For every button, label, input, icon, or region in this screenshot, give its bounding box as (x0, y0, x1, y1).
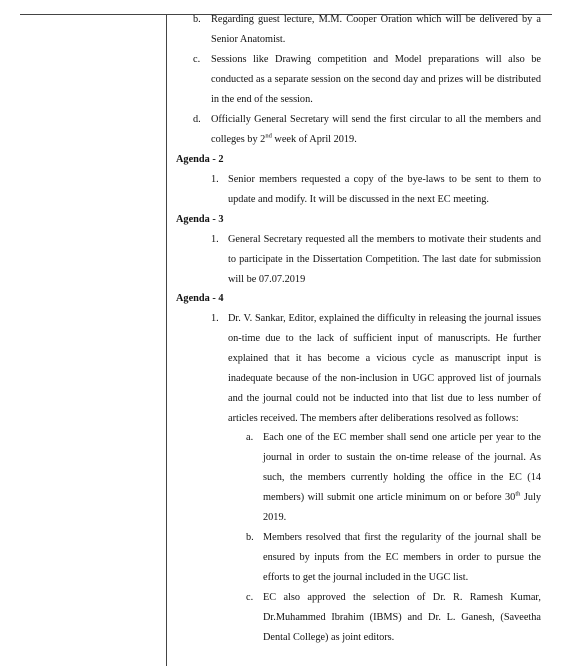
agenda-3-item-1: General Secretary requested all the members to motivate their students and to participate in the Dissertation Competition. The last date for submission will be 07.07.2019 (228, 234, 541, 285)
agenda-2-marker-1: 1. (211, 174, 219, 185)
subitem-a-text-a: Each one of the EC member shall send one article per year to the journal in order to sustain the on-time release of the journal. As such, the members currently holding the office in the EC (14 members) will submit one article minimum on or before 30 (263, 432, 541, 503)
agenda-4-sub-marker-c: c. (246, 592, 254, 603)
agenda-4-subitem-b: Members resolved that first the regularity of the journal shall be ensured by inputs from the EC members in order to pursue the efforts to get the journal included in the UGC list. (263, 532, 541, 583)
list-item-circular (211, 110, 541, 150)
circular-sup: nd (265, 132, 272, 140)
list-item-guest-lecture: Regarding guest lecture, M.M. Cooper Oration which will be delivered by a Senior Anatomist. (211, 14, 541, 45)
agenda-4-subitem-a (263, 428, 541, 528)
agenda-3-marker-1: 1. (211, 234, 219, 245)
agenda-2-heading: Agenda - 2 (176, 154, 224, 165)
agenda-2-item-1: Senior members requested a copy of the bye-laws to be sent to them to update and modify. It will be discussed in the next EC meeting. (228, 174, 541, 205)
list-marker-c: c. (193, 54, 201, 65)
circular-text-a: Officially General Secretary will send the first circular to all the members and colleges by 2 (211, 114, 541, 145)
list-marker-d: d. (193, 114, 201, 125)
agenda-4-subitem-c: EC also approved the selection of Dr. R. Ramesh Kumar, Dr.Muhammed Ibrahim (IBMS) and Dr. L. Ganesh, (Saveetha Dental College) as joint editors. (263, 592, 541, 643)
list-item-sessions: Sessions like Drawing competition and Model preparations will also be conducted as a separate session on the second day and prizes will be distributed in the end of the session. (211, 54, 541, 105)
agenda-4-heading: Agenda - 4 (176, 293, 224, 304)
agenda-4-item-1: Dr. V. Sankar, Editor, explained the difficulty in releasing the journal issues on-time due to the lack of sufficient input of manuscripts. He further explained that it has become a vicious cycle as manuscript input is inadequate because of the non-inclusion in UGC approved list of journals and the journal could not be inducted into that list due to less number of articles received. The members after deliberations resolved as follows: (228, 313, 541, 424)
circular-text-b: week of April 2019. (271, 134, 357, 145)
agenda-4-marker-1: 1. (211, 313, 219, 324)
list-marker-b: b. (193, 14, 201, 25)
agenda-4-sub-marker-a: a. (246, 432, 254, 443)
agenda-4-sub-marker-b: b. (246, 532, 254, 543)
agenda-3-heading: Agenda - 3 (176, 214, 224, 225)
subitem-a-sup: th (515, 490, 521, 498)
subitem-a-text-b: July 2019. (263, 492, 541, 523)
left-border-line (166, 14, 167, 666)
